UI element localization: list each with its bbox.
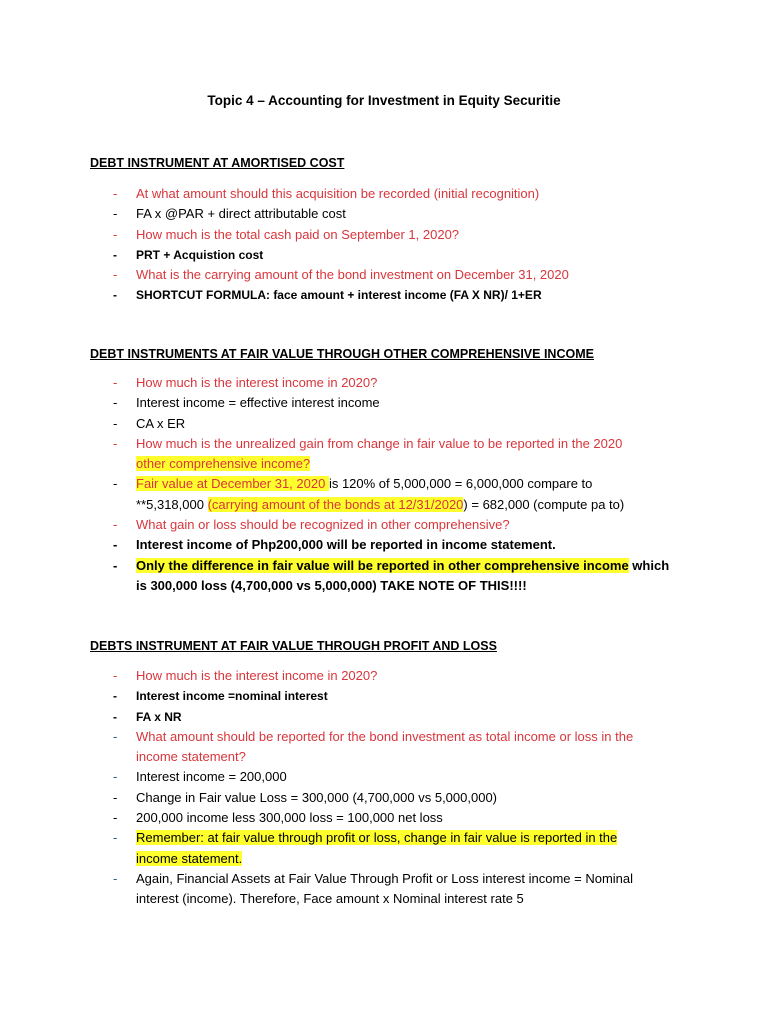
section-heading-amortised-cost: DEBT INSTRUMENT AT AMORTISED COST <box>90 156 345 170</box>
list-item: - Interest income = 200,000 <box>113 769 287 785</box>
section-heading-fvtpl: DEBTS INSTRUMENT AT FAIR VALUE THROUGH PROFIT AND LOSS <box>90 639 497 653</box>
list-item: - How much is the interest income in 2020? <box>113 668 378 683</box>
list-item: - Again, Financial Assets at Fair Value Through Profit or Loss interest income = Nominal interest (income). Therefore, Face amount x Nominal interest rate 5 <box>113 870 634 907</box>
section-list-fvoci <box>113 373 673 596</box>
list-item: - Interest income of Php200,000 will be reported in income statement. <box>113 537 556 553</box>
list-item: - 200,000 income less 300,000 loss = 100,000 net loss <box>113 810 443 826</box>
list-item: - What amount should be reported for the bond investment as total income or loss in the income statement? <box>113 728 634 765</box>
list-item: - PRT + Acquistion cost <box>113 247 264 262</box>
list-item: - What gain or loss should be recognized in other comprehensive? <box>113 517 510 533</box>
list-item: - How much is the total cash paid on September 1, 2020? <box>113 226 460 242</box>
list-item: - Change in Fair value Loss = 300,000 (4,700,000 vs 5,000,000) <box>113 789 497 805</box>
list-item: - SHORTCUT FORMULA: face amount + interest income (FA X NR)/ 1+ER <box>113 288 542 303</box>
list-item: - At what amount should this acquisition be recorded (initial recognition) <box>113 186 540 201</box>
list-item: - Interest income = effective interest income <box>113 395 380 411</box>
section-heading-fvoci: DEBT INSTRUMENTS AT FAIR VALUE THROUGH OTHER COMPREHENSIVE INCOME <box>90 347 594 361</box>
list-item: - CA x ER <box>113 415 186 431</box>
list-item: - What is the carrying amount of the bond investment on December 31, 2020 <box>113 267 569 283</box>
section-list-amortised-cost <box>113 184 673 306</box>
page-title: Topic 4 – Accounting for Investment in Equity Securitie <box>207 93 561 108</box>
list-item: - Interest income =nominal interest <box>113 689 328 704</box>
list-item: - How much is the unrealized gain from change in fair value to be reported in the 2020 other comprehensive income? <box>113 435 623 472</box>
list-item: - Only the difference in fair value will be reported in other comprehensive income which is 300,000 loss (4,700,000 vs 5,000,000) TAKE NOTE OF THIS!!!! <box>113 557 670 593</box>
list-item: - FA x @PAR + direct attributable cost <box>113 206 346 222</box>
section-list-fvtpl <box>113 666 673 910</box>
list-item: - How much is the interest income in 2020? <box>113 375 378 390</box>
list-item: - Fair value at December 31, 2020 is 120% of 5,000,000 = 6,000,000 compare to **5,318,000 (carrying amount of the bonds at 12/31/2020) = 682,000 (compute pa to) <box>113 476 625 512</box>
list-item: - Remember: at fair value through profit or loss, change in fair value is reported in the income statement. <box>113 830 618 866</box>
list-item: - FA x NR <box>113 709 182 724</box>
